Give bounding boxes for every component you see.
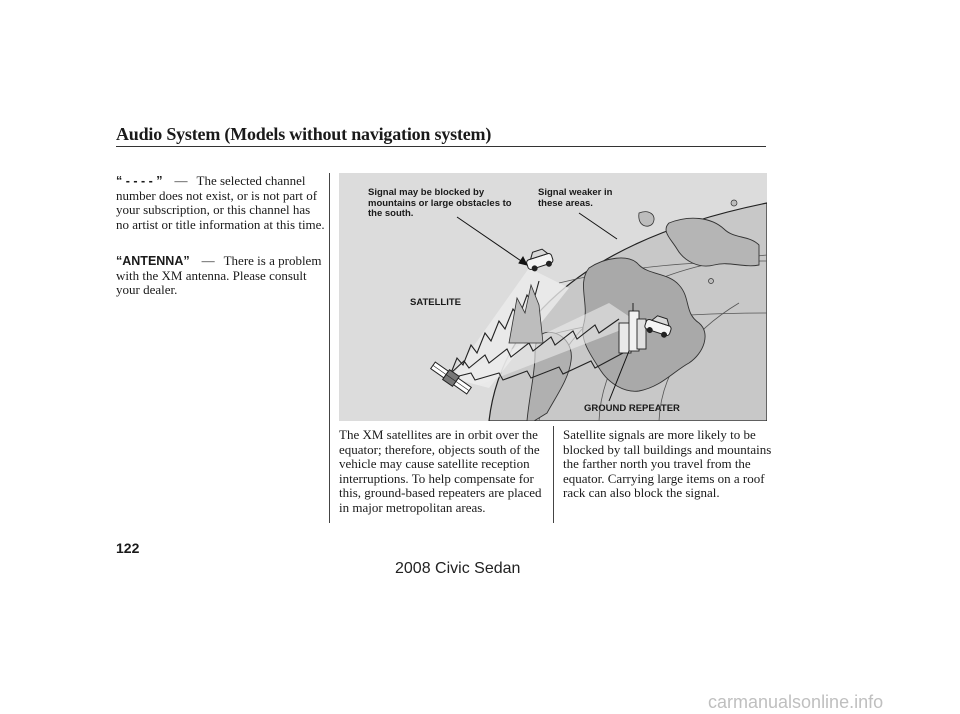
em-dash: — (174, 173, 188, 188)
header-rule (116, 146, 766, 147)
message-text-first: The selected channel (196, 173, 306, 188)
term-dashes: “ - - - - ” (116, 174, 163, 188)
message-text-rest: with the XM antenna. Please consult your dealer. (116, 267, 307, 297)
satellite-orbit-paragraph: The XM satellites are in orbit over the equator; therefore, objects south of the vehicle may cause satellite reception interruptions. To help compensate for this, ground-based repeaters are placed in major metropolitan areas. (339, 427, 542, 515)
signal-blocking-paragraph: Satellite signals are more likely to be blocked by tall buildings and mountains the farther north you travel from the equator. Carrying large items on a roof rack can also block the signal. (563, 427, 772, 500)
label-satellite: SATELLITE (410, 297, 462, 308)
watermark-text: carmanualsonline.info (708, 692, 884, 712)
term-antenna: “ANTENNA” (116, 254, 190, 268)
message-text-first: There is a problem (223, 253, 322, 268)
label-signal-weaker: Signal weaker in these areas. (538, 187, 613, 209)
footer-model-name: 2008 Civic Sedan (395, 560, 521, 577)
message-item-dashes (116, 174, 326, 232)
message-text-rest: number does not exist, or is not part of your subscription, or this channel has no artist or title information at this time. (116, 187, 325, 232)
satellite-signal-illustration (339, 173, 767, 421)
label-signal-blocked: Signal may be blocked by mountains or large obstacles to the south. (368, 187, 512, 219)
section-title: Audio System (Models without navigation system) (116, 124, 492, 144)
em-dash: — (201, 253, 215, 268)
message-item-antenna (116, 254, 326, 298)
page-number: 122 (116, 540, 140, 556)
column-divider (553, 426, 554, 523)
label-ground-repeater: GROUND REPEATER (584, 403, 680, 414)
car-icon (524, 247, 555, 273)
column-divider (329, 173, 330, 523)
